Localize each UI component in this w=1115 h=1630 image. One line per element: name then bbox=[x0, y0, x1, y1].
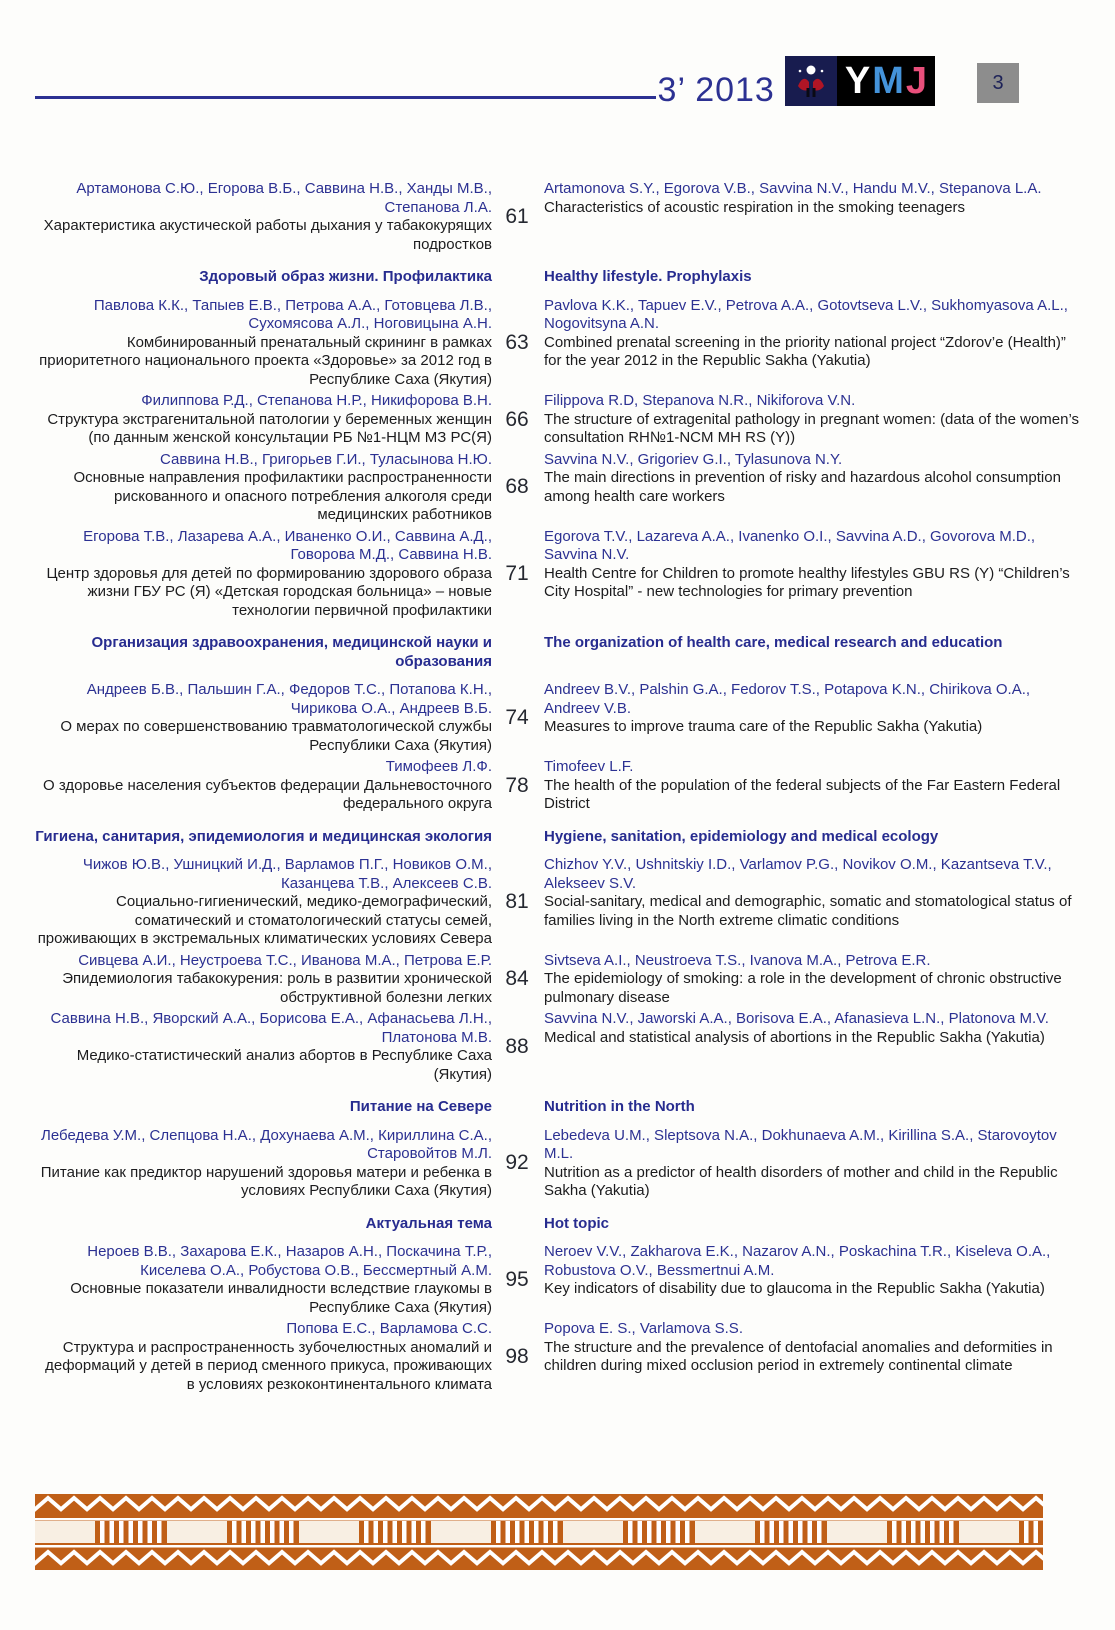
entry-russian bbox=[35, 451, 492, 525]
page-header bbox=[35, 56, 1019, 109]
authors-en: Sivtseva A.I., Neustroeva T.S., Ivanova M.A., Petrova E.R. bbox=[544, 951, 931, 969]
entry-english bbox=[542, 528, 1083, 621]
article-title-en: Social-sanitary, medical and demographic, somatic and stomatological status of families living in the North extreme climatic conditions bbox=[544, 893, 1072, 929]
article-page-number: 95 bbox=[505, 1267, 529, 1291]
section-heading-row bbox=[35, 1215, 1083, 1234]
authors-ru: Чижов Ю.В., Ушницкий И.Д., Варламов П.Г., Новиков О.М., Казанцева Т.В., Алексеев С.В. bbox=[82, 856, 492, 892]
entry-russian bbox=[35, 1320, 492, 1394]
authors-en: Neroev V.V., Zakharova E.K., Nazarov A.N., Poskachina T.R., Kiseleva O.A., Robustova O.V., Bessmertnui A.M. bbox=[544, 1243, 1051, 1279]
toc-entry bbox=[35, 451, 1083, 525]
authors-ru: Андреев Б.В., Пальшин Г.А., Федоров Т.С., Потапова К.Н., Чирикова О.А., Андреев В.Б. bbox=[86, 681, 492, 717]
entry-english bbox=[542, 1010, 1083, 1084]
section-title-en: Healthy lifestyle. Prophylaxis bbox=[544, 268, 752, 285]
entry-english bbox=[542, 392, 1083, 448]
authors-en: Artamonova S.Y., Egorova V.B., Savvina N.V., Handu M.V., Stepanova L.A. bbox=[544, 180, 1042, 197]
article-title-ru: Характеристика акустической работы дыхания у табакокурящих подростков bbox=[43, 217, 492, 253]
article-title-en: Measures to improve trauma care of the Republic Sakha (Yakutia) bbox=[544, 718, 983, 735]
entry-english bbox=[542, 297, 1083, 390]
article-page-number: 88 bbox=[505, 1034, 529, 1058]
page-number-badge: 3 bbox=[977, 63, 1019, 103]
section-title-en: Hygiene, sanitation, epidemiology and medical ecology bbox=[544, 827, 939, 845]
authors-en: Savvina N.V., Grigoriev G.I., Tylasunova N.Y. bbox=[544, 450, 843, 468]
section-spacer bbox=[492, 634, 542, 671]
journal-logo bbox=[785, 56, 935, 106]
article-page-number: 61 bbox=[505, 204, 529, 228]
toc-entry bbox=[35, 1127, 1083, 1201]
section-heading-row bbox=[35, 634, 1083, 671]
authors-ru: Саввина Н.В., Яворский А.А., Борисова Е.А., Афанасьева Л.Н., Платонова М.В. bbox=[50, 1010, 492, 1046]
entry-russian bbox=[35, 681, 492, 755]
section-spacer bbox=[492, 828, 542, 847]
article-title-en: Characteristics of acoustic respiration in the smoking teenagers bbox=[544, 198, 966, 216]
toc-entry bbox=[35, 180, 1083, 254]
authors-ru: Нероев В.В., Захарова Е.К., Назаров А.Н., Поскачина Т.Р., Киселева О.А., Робустова О.В., Бессмертный А.М. bbox=[87, 1243, 492, 1279]
section-spacer bbox=[492, 1215, 542, 1234]
article-title-ru: Структура экстрагенитальной патологии у беременных женщин (по данным женской консультации РБ №1-НЦМ МЗ РС(Я) bbox=[47, 410, 492, 446]
section-heading-row bbox=[35, 268, 1083, 287]
entry-english bbox=[542, 1320, 1083, 1394]
entry-russian bbox=[35, 1243, 492, 1317]
authors-en: Filippova R.D, Stepanova N.R., Nikiforova V.N. bbox=[544, 392, 856, 409]
article-title-ru: Основные направления профилактики распространенности рискованного и опасного потребления алкоголя среди медицинских работников bbox=[73, 469, 492, 523]
article-page-number: 66 bbox=[505, 407, 529, 431]
entry-russian bbox=[35, 1127, 492, 1201]
authors-ru: Лебедева У.М., Слепцова Н.А., Дохунаева А.М., Кириллина С.А., Старовойтов М.Л. bbox=[41, 1126, 492, 1162]
toc-entry bbox=[35, 856, 1083, 949]
toc-entry bbox=[35, 1010, 1083, 1084]
authors-ru: Попова Е.С., Варламова С.С. bbox=[286, 1320, 492, 1337]
toc-entry bbox=[35, 528, 1083, 621]
logo-letter-y: Y bbox=[844, 60, 871, 102]
section-spacer bbox=[492, 1098, 542, 1117]
article-title-en: The main directions in prevention of risky and hazardous alcohol consumption among health care workers bbox=[544, 469, 1061, 505]
section-title-ru: Гигиена, санитария, эпидемиология и медицинская экология bbox=[35, 827, 492, 845]
article-page-number: 98 bbox=[505, 1344, 529, 1368]
section-title-en: The organization of health care, medical research and education bbox=[544, 634, 1003, 651]
toc-entry bbox=[35, 681, 1083, 755]
entry-russian bbox=[35, 952, 492, 1008]
section-title-ru: Питание на Севере bbox=[349, 1098, 492, 1115]
article-title-ru: Медико-статистический анализ абортов в Республике Саха (Якутия) bbox=[76, 1047, 492, 1083]
section-spacer bbox=[492, 268, 542, 287]
article-title-ru: Комбинированный пренатальный скрининг в рамках приоритетного национального проекта «Здоровье» за 2012 год в Республике Саха (Якутия) bbox=[39, 333, 492, 388]
article-title-ru: Питание как предиктор нарушений здоровья матери и ребенка в условиях Республики Саха (Якутия) bbox=[40, 1163, 492, 1199]
article-title-en: The structure of extragenital pathology in pregnant women: (data of the women’s consultation RH№1-NCM MH RS (Y)) bbox=[544, 410, 1080, 446]
authors-en: Popova E. S., Varlamova S.S. bbox=[544, 1320, 743, 1337]
toc-entry bbox=[35, 758, 1083, 814]
entry-russian bbox=[35, 297, 492, 390]
article-title-ru: О мерах по совершенствованию травматологической службы Республики Саха (Якутия) bbox=[60, 718, 492, 754]
entry-english bbox=[542, 1243, 1083, 1317]
authors-en: Lebedeva U.M., Sleptsova N.A., Dokhunaeva A.M., Kirillina S.A., Starovoytov M.L. bbox=[544, 1126, 1057, 1162]
article-title-en: The epidemiology of smoking: a role in the development of chronic obstructive pulmonary disease bbox=[544, 970, 1062, 1006]
ethnic-ornament-border bbox=[35, 1494, 1043, 1570]
section-title-en: Nutrition in the North bbox=[544, 1098, 695, 1115]
entry-english bbox=[542, 856, 1083, 949]
article-page-number: 63 bbox=[505, 330, 529, 354]
section-title-ru: Актуальная тема bbox=[365, 1214, 492, 1232]
section-heading-row bbox=[35, 828, 1083, 847]
authors-en: Egorova T.V., Lazareva A.A., Ivanenko O.I., Savvina A.D., Govorova M.D., Savvina N.V. bbox=[544, 527, 1036, 563]
entry-english bbox=[542, 758, 1083, 814]
toc-entry bbox=[35, 952, 1083, 1008]
article-page-number: 71 bbox=[505, 561, 529, 585]
authors-en: Chizhov Y.V., Ushnitskiy I.D., Varlamov P.G., Novikov O.M., Kazantseva T.V., Alekseev S.V. bbox=[544, 856, 1052, 892]
toc-entry bbox=[35, 392, 1083, 448]
entry-english bbox=[542, 1127, 1083, 1201]
article-title-ru: Структура и распространенность зубочелюстных аномалий и деформаций у детей в период сменного прикуса, проживающих в условиях резкоконтинентального климата bbox=[45, 1338, 492, 1393]
section-title-en: Hot topic bbox=[544, 1214, 609, 1232]
article-title-en: The structure and the prevalence of dentofacial anomalies and deformities in children during mixed occlusion period in extremely continental climate bbox=[544, 1338, 1053, 1374]
entry-russian bbox=[35, 758, 492, 814]
table-of-contents bbox=[35, 180, 1083, 1397]
article-title-en: The health of the population of the federal subjects of the Far Eastern Federal District bbox=[544, 776, 1061, 812]
entry-english bbox=[542, 952, 1083, 1008]
authors-ru: Сивцева А.И., Неустроева Т.С., Иванова М.А., Петрова Е.Р. bbox=[78, 951, 492, 969]
authors-ru: Егорова Т.В., Лазарева А.А., Иваненко О.И., Саввина А.Д., Говорова М.Д., Саввина Н.В. bbox=[83, 527, 492, 563]
authors-en: Savvina N.V., Jaworski A.A., Borisova E.A., Afanasieva L.N., Platonova M.V. bbox=[544, 1010, 1049, 1027]
authors-ru: Филиппова Р.Д., Степанова Н.Р., Никифорова В.Н. bbox=[141, 392, 492, 409]
article-title-ru: Эпидемиология табакокурения: роль в развитии хронической обструктивной болезни легких bbox=[62, 970, 492, 1006]
article-page-number: 74 bbox=[505, 705, 529, 729]
authors-en: Pavlova K.K., Tapuev E.V., Petrova A.A., Gotovtseva L.V., Sukhomyasova A.L., Nogovitsyna A.N. bbox=[544, 296, 1068, 332]
section-title-ru: Организация здравоохранения, медицинской науки и образования bbox=[91, 634, 492, 670]
article-title-en: Key indicators of disability due to glaucoma in the Republic Sakha (Yakutia) bbox=[544, 1280, 1045, 1297]
authors-ru: Артамонова С.Ю., Егорова В.Б., Саввина Н.В., Ханды М.В., Степанова Л.А. bbox=[76, 180, 492, 216]
article-page-number: 78 bbox=[505, 773, 529, 797]
yakut-emblem-icon bbox=[785, 56, 837, 106]
section-heading-row bbox=[35, 1098, 1083, 1117]
section-title-ru: Здоровый образ жизни. Профилактика bbox=[199, 268, 492, 285]
article-title-en: Medical and statistical analysis of abortions in the Republic Sakha (Yakutia) bbox=[544, 1028, 1045, 1046]
logo-letters bbox=[837, 56, 935, 106]
article-page-number: 68 bbox=[505, 475, 529, 499]
logo-letter-j: J bbox=[905, 60, 927, 102]
article-title-en: Nutrition as a predictor of health disorders of mother and child in the Republic Sakha (Yakutia) bbox=[544, 1163, 1058, 1199]
authors-en: Timofeev L.F. bbox=[544, 758, 634, 775]
header-rule bbox=[35, 96, 656, 99]
authors-ru: Саввина Н.В., Григорьев Г.И., Туласынова Н.Ю. bbox=[160, 450, 492, 468]
article-title-en: Combined prenatal screening in the priority national project “Zdorov’e (Health)” for the year 2012 in the Republic Sakha (Yakutia) bbox=[544, 333, 1066, 369]
article-title-ru: Основные показатели инвалидности вследствие глаукомы в Республике Саха (Якутия) bbox=[70, 1280, 492, 1316]
entry-english bbox=[542, 681, 1083, 755]
logo-letter-m: M bbox=[872, 60, 904, 102]
toc-entry bbox=[35, 1320, 1083, 1394]
authors-ru: Тимофеев Л.Ф. bbox=[385, 758, 492, 775]
entry-russian bbox=[35, 180, 492, 254]
article-page-number: 92 bbox=[505, 1151, 529, 1175]
issue-label: 3’ 2013 bbox=[657, 70, 775, 109]
article-title-ru: Социально-гигиенический, медико-демографический, соматический и стоматологический статусы семей, проживающих в экстремальных климатических условиях Севера bbox=[37, 893, 492, 947]
entry-english bbox=[542, 180, 1083, 254]
authors-ru: Павлова К.К., Тапыев Е.В., Петрова А.А., Готовцева Л.В., Сухомясова А.Л., Ноговицына А.Н. bbox=[93, 296, 492, 332]
entry-russian bbox=[35, 392, 492, 448]
entry-russian bbox=[35, 856, 492, 949]
authors-en: Andreev B.V., Palshin G.A., Fedorov T.S., Potapova K.N., Chirikova O.A., Andreev V.B. bbox=[544, 681, 1031, 717]
article-title-en: Health Centre for Children to promote healthy lifestyles GBU RS (Y) “Children’s City Hospital” - new technologies for primary prevention bbox=[544, 564, 1070, 600]
article-title-ru: Центр здоровья для детей по формированию здорового образа жизни ГБУ РС (Я) «Детская городская больница» – новые технологии первичной профилактики bbox=[46, 564, 492, 619]
entry-russian bbox=[35, 528, 492, 621]
entry-english bbox=[542, 451, 1083, 525]
toc-entry bbox=[35, 1243, 1083, 1317]
entry-russian bbox=[35, 1010, 492, 1084]
toc-entry bbox=[35, 297, 1083, 390]
article-page-number: 84 bbox=[505, 967, 529, 990]
article-page-number: 81 bbox=[505, 890, 529, 913]
article-title-ru: О здоровье населения субъектов федерации Дальневосточного федерального округа bbox=[43, 776, 492, 812]
